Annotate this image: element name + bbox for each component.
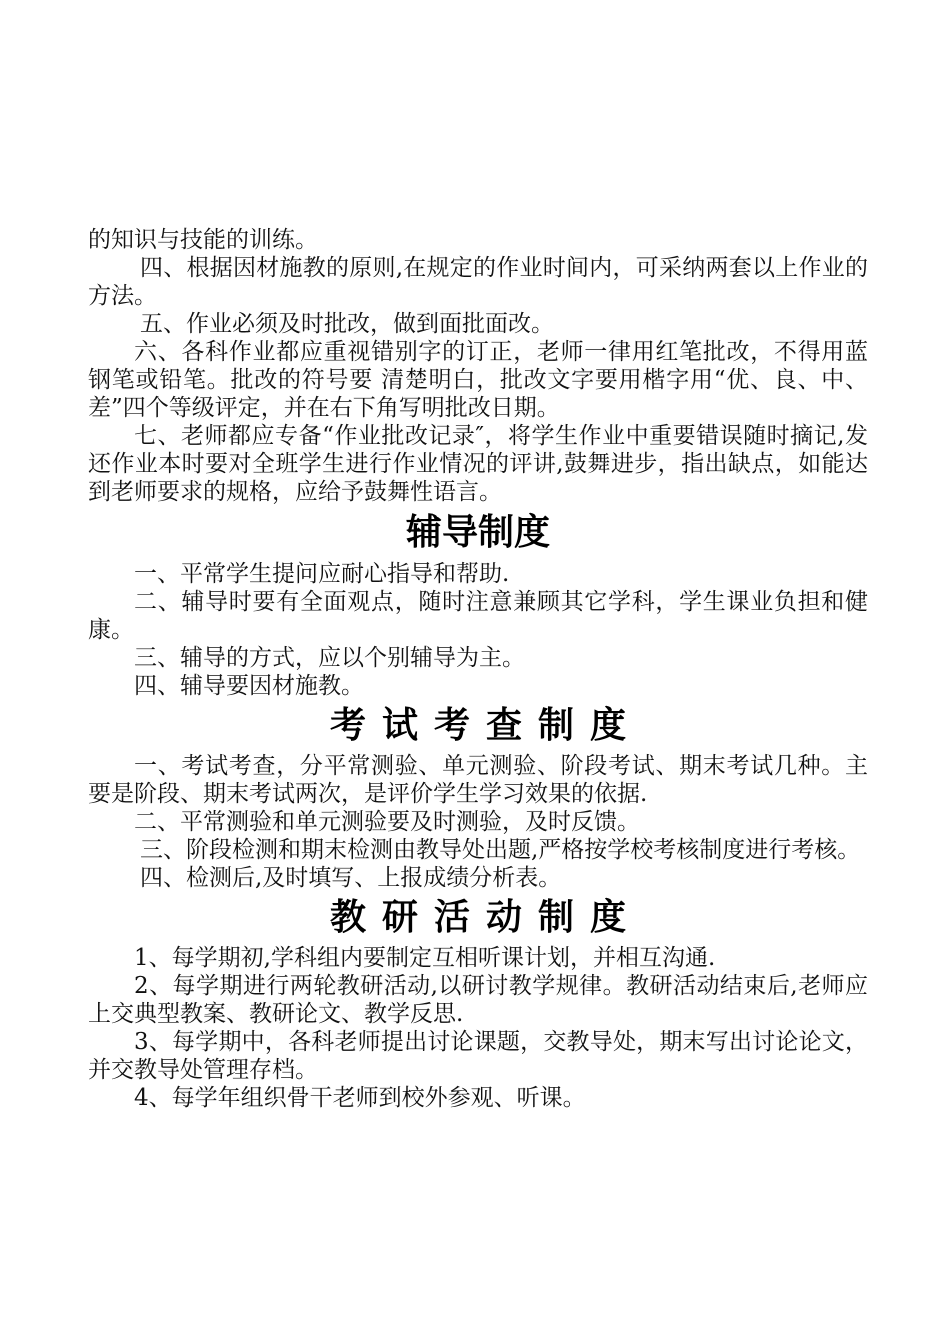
paragraph: 的知识与技能的训练。 [88, 227, 318, 253]
list-item: 一、考试考查，分平常测验、单元测验、阶段考试、期末考试几种。主要是阶段、期末考试两次，是评价学生学习效果的依据. [88, 753, 868, 807]
list-item: 三、辅导的方式，应以个别辅导为主。 [134, 645, 525, 671]
paragraph: 六、各科作业都应重视错别字的订正，老师一律用红笔批改，不得用蓝钢笔或铅笔。批改的符号要 清楚明白，批改文字要用楷字用“优、良、中、差”四个等级评定，并在右下角写明批改日期。 [88, 339, 868, 421]
list-item: 四、辅导要因材施教。 [134, 673, 364, 699]
list-item: 四、检测后,及时填写、上报成绩分析表。 [140, 865, 562, 891]
list-item: 4、每学年组织骨干老师到校外参观、听课。 [134, 1085, 586, 1111]
list-item: 二、辅导时要有全面观点，随时注意兼顾其它学科，学生课业负担和健康。 [88, 589, 868, 643]
section-title-tutoring: 辅导制度 [405, 512, 550, 553]
list-item: 1、每学期初,学科组内要制定互相听课计划，并相互沟通. [134, 945, 716, 971]
list-item: 三、阶段检测和期末检测由教导处出题,严格按学校考核制度进行考核。 [140, 837, 861, 863]
list-item: 3、每学期中，各科老师提出讨论课题，交教导处，期末写出讨论论文，并交教导处管理存档。 [88, 1029, 868, 1083]
list-item: 二、平常测验和单元测验要及时测验，及时反馈。 [134, 809, 640, 835]
paragraph: 四、根据因材施教的原则,在规定的作业时间内，可采纳两套以上作业的方法。 [88, 255, 868, 309]
section-title-exam: 考试考查制度 [329, 705, 642, 746]
paragraph: 七、老师都应专备“作业批改记录″，将学生作业中重要错误随时摘记,发还作业本时要对全班学生进行作业情况的评讲,鼓舞进步，指出缺点，如能达到老师要求的规格，应给予鼓舞性语言。 [88, 423, 868, 505]
document-page [88, 226, 868, 1112]
paragraph: 五、作业必须及时批改，做到面批面改。 [140, 311, 554, 337]
section-title-research: 教研活动制度 [329, 897, 642, 938]
list-item: 2、每学期进行两轮教研活动,以研讨教学规律。教研活动结束后,老师应上交典型教案、教研论文、教学反思. [88, 973, 868, 1027]
list-item: 一、平常学生提问应耐心指导和帮助. [134, 561, 510, 587]
